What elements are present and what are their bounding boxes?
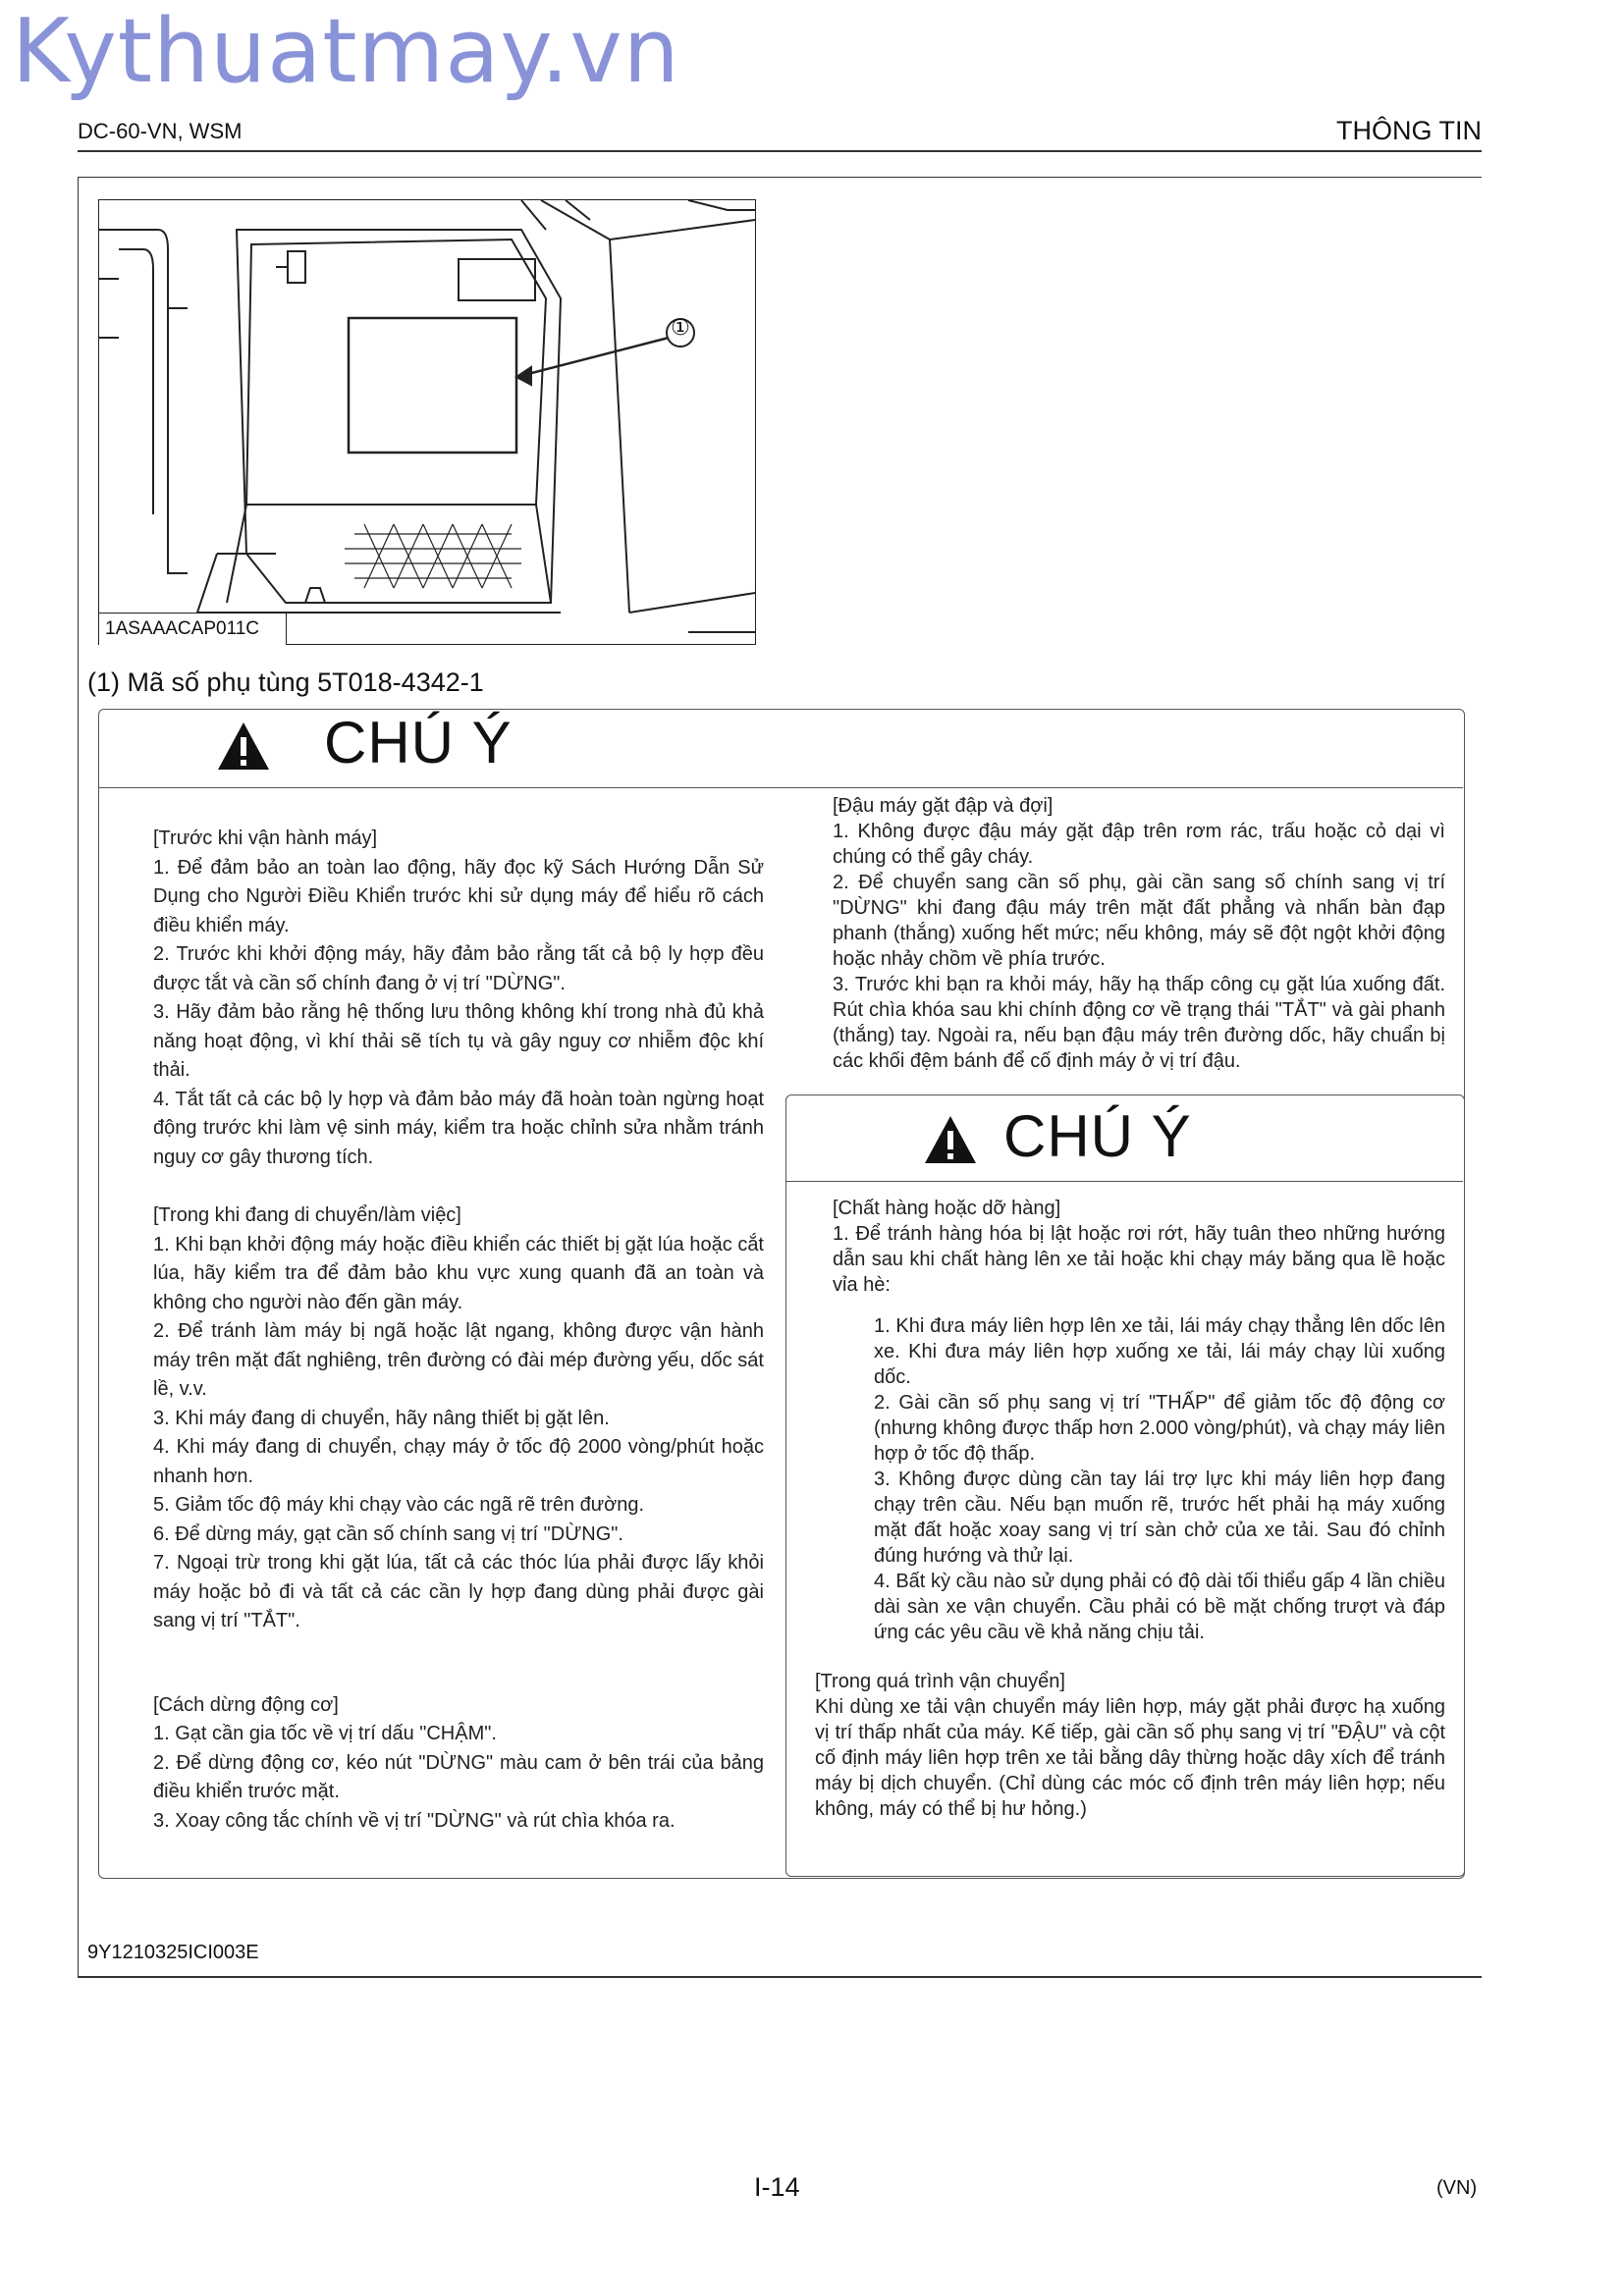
list-item: 1. Khi bạn khởi động máy hoặc điều khiển các thiết bị gặt lúa hoặc cắt lúa, hãy kiểm tra để đảm bảo khu vực xung quanh đã an toàn và không cho người nào đến gần máy. [153, 1233, 764, 1313]
transport-section [815, 1669, 1445, 1822]
section-heading: [Chất hàng hoặc dỡ hàng] [833, 1198, 1061, 1219]
doc-code: DC-60-VN, WSM [78, 119, 243, 143]
part-caption: (1) Mã số phụ tùng 5T018-4342-1 [87, 667, 484, 697]
language-tag: (VN) [1436, 2177, 1478, 2199]
list-item: 2. Để dừng động cơ, kéo nút "DỪNG" màu cam ở bên trái của bảng điều khiển trước mặt. [153, 1751, 764, 1802]
list-item: 3. Xoay công tắc chính về vị trí "DỪNG" và rút chìa khóa ra. [153, 1809, 676, 1832]
frame-bottom [78, 1976, 1482, 1978]
watermark-logo: Kythuatmay.vn [12, 0, 680, 103]
paragraph: Khi dùng xe tải vận chuyển máy liên hợp, máy gặt phải được hạ xuống vị trí thấp nhất của máy. Kế tiếp, gài cần số phụ sang vị trí "ĐẬU" và cột cố định máy liên hợp trên xe tải bằng dây thừng hoặc dây xích để tránh máy bị dịch chuyển. (Chỉ dùng các móc cố định trên máy liên hợp; nếu không, máy có thể bị hư hỏng.) [815, 1696, 1445, 1820]
list-item: 2. Để chuyển sang cần số phụ, gài cần sang số chính sang vị trí "DỪNG" khi đang đậu máy trên mặt đất phẳng và nhấn bàn đạp phanh (thắng) xuống hết mức; nếu không, máy sẽ đột ngột khởi động hoặc nhảy chồm về phía trước. [833, 872, 1445, 970]
loading-section [833, 1196, 1445, 1645]
list-item: 5. Giảm tốc độ máy khi chạy vào các ngã rẽ trên đường. [153, 1494, 645, 1516]
list-item: 2. Gài cần số phụ sang vị trí "THẤP" để giảm tốc độ động cơ (nhưng không được thấp hơn 2.000 vòng/phút), và chạy máy liên hợp ở tốc độ thấp. [874, 1392, 1445, 1465]
figure-code: 1ASAAACAP011C [105, 618, 260, 639]
list-item: 3. Hãy đảm bảo rằng hệ thống lưu thông không khí trong nhà đủ khả năng hoạt động, vì khí thải sẽ tích tụ và gây nguy cơ nhiễm độc khí thải. [153, 1001, 764, 1081]
right-column-top [833, 793, 1445, 1074]
section-heading: [Cách dừng động cơ] [153, 1693, 339, 1716]
caution-title-second: CHÚ Ý [1003, 1103, 1192, 1169]
machine-cabin-illustration [99, 200, 755, 644]
section-heading: [Trước khi vận hành máy] [153, 828, 378, 849]
caution-banner [98, 709, 1463, 788]
warning-triangle-icon [923, 1114, 978, 1165]
list-item: 4. Bất kỳ cầu nào sử dụng phải có độ dài tối thiểu gấp 4 lần chiều dài sàn xe vận chuyển. Cầu phải có bề mặt chống trượt và đáp ứng các yêu cầu về khả năng chịu tải. [874, 1571, 1445, 1643]
list-item: 4. Tắt tất cả các bộ ly hợp và đảm bảo máy đã hoàn toàn ngừng hoạt động trước khi làm vệ sinh máy, kiểm tra hoặc chỉnh sửa nhằm tránh nguy cơ gây thương tích. [153, 1088, 764, 1168]
list-item: 4. Khi máy đang di chuyển, chạy máy ở tốc độ 2000 vòng/phút hoặc nhanh hơn. [153, 1436, 764, 1487]
figure-code-box [99, 613, 287, 645]
list-item: 3. Trước khi bạn ra khỏi máy, hãy hạ thấp công cụ gặt lúa xuống đất. Rút chìa khóa sau khi chính động cơ về trạng thái "TẮT" và gài phanh (thắng) tay. Ngoài ra, nếu bạn đậu máy trên đường dốc, hãy chuẩn bị các khối đệm bánh để cố định máy ở vị trí đậu. [833, 974, 1445, 1072]
list-item: 6. Để dừng máy, gạt cần số chính sang vị trí "DỪNG". [153, 1522, 623, 1545]
list-item: 1. Để đảm bảo an toàn lao động, hãy đọc kỹ Sách Hướng Dẫn Sử Dụng cho Người Điều Khiển trước khi sử dụng máy để hiểu rõ cách điều khiển máy. [153, 856, 764, 936]
list-item: 1. Gạt cần gia tốc về vị trí dấu "CHẬM". [153, 1723, 497, 1744]
figure-box [98, 199, 756, 645]
list-item: 1. Để tránh hàng hóa bị lật hoặc rơi rớt, hãy tuân theo những hướng dẫn sau khi chất hàng lên xe tải hoặc khi chạy máy băng qua lề hoặc vỉa hè: [833, 1223, 1445, 1296]
list-item: 1. Khi đưa máy liên hợp lên xe tải, lái máy chạy thẳng lên dốc lên xe. Khi đưa máy liên hợp xuống xe tải, lái máy chạy lùi xuống dốc. [874, 1315, 1445, 1388]
header-rule [78, 150, 1482, 152]
list-item: 3. Không được dùng cần tay lái trợ lực khi máy liên hợp đang chạy trên cầu. Nếu bạn muốn rẽ, trước hết phải hạ máy xuống mặt đất hoặc xoay sang vị trí sàn chở của xe tải. Sau đó chỉnh đúng hướng và thử lại. [874, 1468, 1445, 1567]
list-item: 2. Để tránh làm máy bị ngã hoặc lật ngang, không được vận hành máy trên mặt đất nghiêng, trên đường có đài mép đường yếu, dốc sát lề, v.v. [153, 1320, 764, 1400]
section-heading: [Đậu máy gặt đập và đợi] [833, 795, 1054, 817]
warning-triangle-icon [216, 721, 271, 772]
list-item: 3. Khi máy đang di chuyển, hãy nâng thiết bị gặt lên. [153, 1407, 610, 1429]
caution-title: CHÚ Ý [324, 710, 513, 775]
frame-top [78, 177, 1482, 178]
left-column [153, 825, 764, 1836]
caution-banner-second [785, 1095, 1463, 1182]
list-item: 1. Không được đậu máy gặt đập trên rơm rác, trấu hoặc cỏ dại vì chúng có thể gây cháy. [833, 821, 1445, 868]
frame-left [78, 177, 79, 1978]
list-item: 7. Ngoại trừ trong khi gặt lúa, tất cả các thóc lúa phải được lấy khỏi máy hoặc bỏ đi và tất cả các cần ly hợp đang dùng phải được gài sang vị trí "TẮT". [153, 1552, 764, 1631]
callout-number: ① [671, 316, 690, 341]
section-heading: [Trong khi đang di chuyển/làm việc] [153, 1204, 461, 1226]
section-heading: [Trong quá trình vận chuyển] [815, 1671, 1065, 1692]
ref-code: 9Y1210325ICI003E [87, 1942, 259, 1963]
section-title: THÔNG TIN [1336, 116, 1482, 145]
list-item: 2. Trước khi khởi động máy, hãy đảm bảo rằng tất cả bộ ly hợp đều được tắt và cần số chính đang ở vị trí "DỪNG". [153, 943, 764, 994]
page-number: I-14 [754, 2172, 800, 2202]
